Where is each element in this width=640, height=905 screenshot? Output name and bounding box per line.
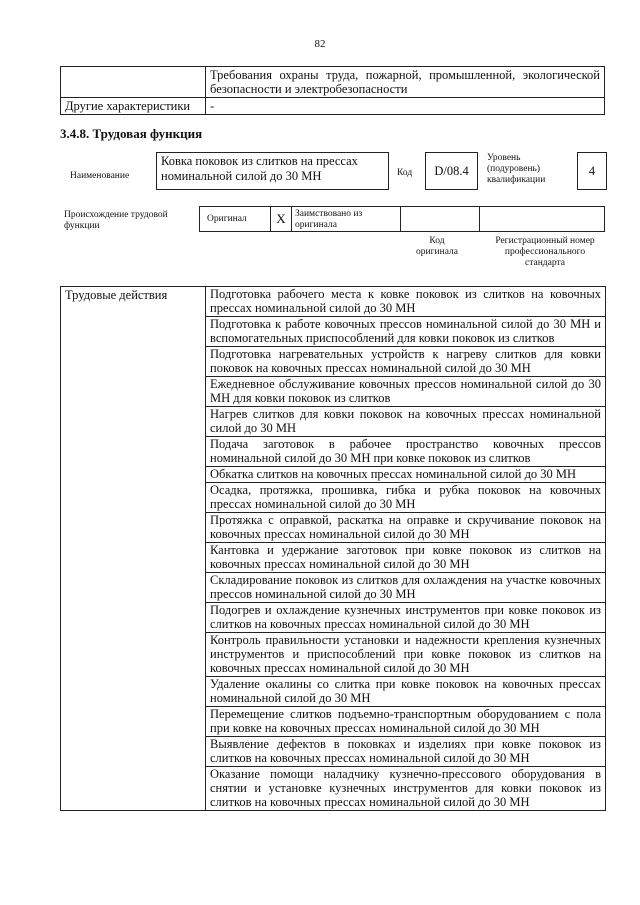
registration-number-cell bbox=[479, 206, 605, 232]
labor-action-item: Подготовка к работе ковочных прессов номинальной силой до 30 МН и вспомогательных приспособлений для ковки поковок из слитков bbox=[206, 317, 606, 347]
level-label-line1: Уровень bbox=[487, 153, 521, 163]
borrowed-cell: Заимствовано из оригинала bbox=[291, 206, 401, 232]
labor-action-item: Кантовка и удержание заготовок при ковке поковок из слитков на ковочных прессах номинальной силой до 30 МН bbox=[206, 543, 606, 573]
other-characteristics-value: - bbox=[206, 98, 605, 115]
labor-action-item: Перемещение слитков подъемно-транспортным оборудованием с пола при ковке на ковочных прессах номинальной силой до 30 МН bbox=[206, 707, 606, 737]
code-caption-line1: Код bbox=[429, 236, 445, 246]
original-cell: Оригинал bbox=[199, 206, 271, 232]
code-label: Код bbox=[397, 168, 413, 178]
level-label-line3: квалификации bbox=[487, 175, 546, 185]
labor-action-item: Протяжка с оправкой, раскатка на оправке и скручивание поковок на ковочных прессах номинальной силой до 30 МН bbox=[206, 513, 606, 543]
labor-action-item: Подача заготовок в рабочее пространство ковочных прессов номинальной силой до 30 МН при ковке поковок из слитков bbox=[206, 437, 606, 467]
level-label-line2: (подуровень) bbox=[487, 164, 541, 174]
function-name: Ковка поковок из слитков на прессах номинальной силой до 30 МН bbox=[156, 152, 389, 190]
labor-actions-label: Трудовые действия bbox=[61, 287, 206, 811]
labor-action-item: Контроль правильности установки и надежности крепления кузнечных инструментов и приспособлений при ковке поковок из слитков на ковочных прессах номинальной силой до 30 МН bbox=[206, 633, 606, 677]
code-caption bbox=[404, 236, 470, 258]
level-label bbox=[487, 153, 545, 186]
table-row bbox=[61, 287, 606, 317]
function-code: D/08.4 bbox=[425, 152, 478, 190]
labor-action-item: Ежедневное обслуживание ковочных прессов номинальной силой до 30 МН для ковки поковок из слитков bbox=[206, 377, 606, 407]
section-title: 3.4.8. Трудовая функция bbox=[60, 126, 203, 141]
labor-action-item: Обкатка слитков на ковочных прессах номинальной силой до 30 МН bbox=[206, 467, 606, 483]
name-label: Наименование bbox=[70, 171, 130, 181]
origin-label: Происхождение трудовой функции bbox=[64, 210, 168, 231]
requirements-text: Требования охраны труда, пожарной, промышленной, экологической безопасности и электробезопасности bbox=[206, 67, 605, 98]
labor-action-item: Подогрев и охлаждение кузнечных инструментов при ковке поковок из слитков на ковочных прессах номинальной силой до 30 МН bbox=[206, 603, 606, 633]
registration-caption: Регистрационный номер профессионального стандарта bbox=[495, 236, 595, 268]
labor-action-item: Удаление окалины со слитка при ковке поковок на ковочных прессах номинальной силой до 30 МН bbox=[206, 677, 606, 707]
labor-action-item: Выявление дефектов в поковках и изделиях при ковке поковок из слитков на ковочных прессах номинальной силой до 30 МН bbox=[206, 737, 606, 767]
previous-function-table bbox=[60, 66, 605, 115]
labor-actions-table bbox=[60, 286, 606, 811]
labor-action-item: Нагрев слитков для ковки поковок на ковочных прессах номинальной силой до 30 МН bbox=[206, 407, 606, 437]
origin-row bbox=[200, 206, 605, 232]
code-caption-line2: оригинала bbox=[416, 247, 458, 257]
original-mark: X bbox=[270, 206, 292, 232]
labor-action-item: Осадка, протяжка, прошивка, гибка и рубка поковок на ковочных прессах номинальной силой до 30 МН bbox=[206, 483, 606, 513]
page-number: 82 bbox=[314, 38, 326, 50]
qualification-level: 4 bbox=[577, 152, 607, 190]
labor-action-item: Подготовка рабочего места к ковке поковок из слитков на ковочных прессах номинальной силой до 30 МН bbox=[206, 287, 606, 317]
original-code-cell bbox=[400, 206, 480, 232]
labor-action-item: Подготовка нагревательных устройств к нагреву слитков для ковки поковок на ковочных прессах номинальной силой до 30 МН bbox=[206, 347, 606, 377]
labor-action-item: Складирование поковок из слитков для охлаждения на участке ковочных прессов номинальной силой до 30 МН bbox=[206, 573, 606, 603]
other-characteristics-label: Другие характеристики bbox=[61, 98, 206, 115]
labor-action-item: Оказание помощи наладчику кузнечно-прессового оборудования в снятии и установке кузнечных инструментов для ковки поковок из слитков на ковочных прессах номинальной силой до 30 МН bbox=[206, 767, 606, 811]
empty-cell bbox=[61, 67, 206, 98]
